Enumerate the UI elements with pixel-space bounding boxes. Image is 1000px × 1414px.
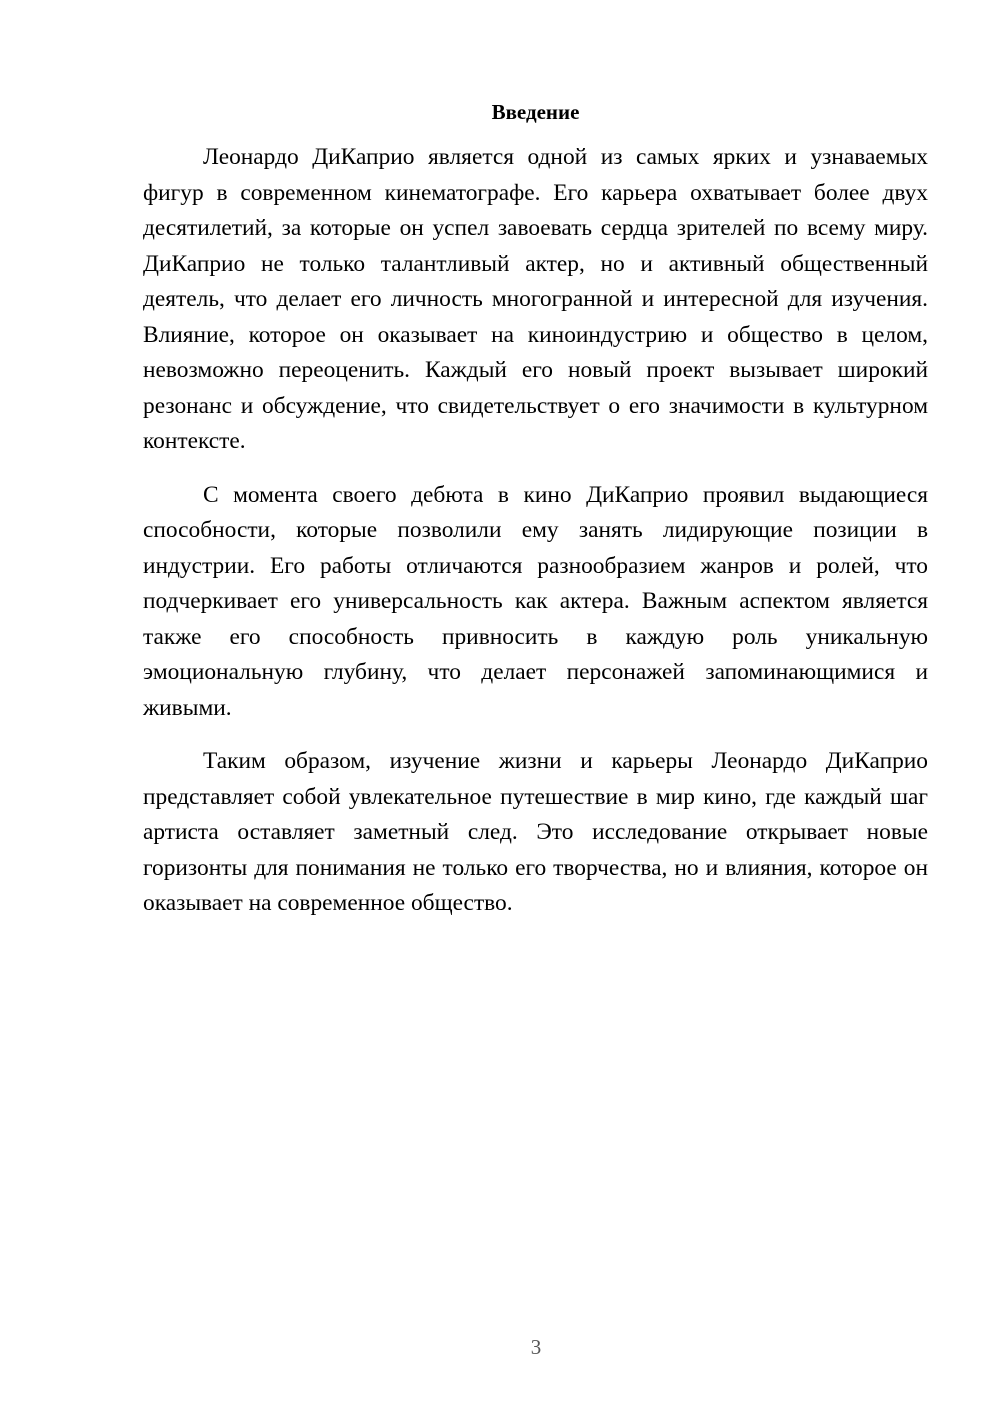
page-content [143,96,928,922]
section-heading: Введение [491,100,580,124]
page-number: 3 [530,1335,542,1359]
paragraph-2: С момента своего дебюта в кино ДиКаприо проявил выдающиеся способности, которые позволили ему занять лидирующие позиции в индустрии. Его работы отличаются разнообразием жанров и ролей, что подчеркивает его универсальность как актера. Важным аспектом является также его способность привносить в каждую роль уникальную эмоциональную глубину, что делает персонажей запоминающимися и живыми. [143,481,928,721]
paragraph-1: Леонардо ДиКаприо является одной из самых ярких и узнаваемых фигур в современном кинематографе. Его карьера охватывает более двух десятилетий, за которые он успел завоевать сердца зрителей по всему миру. ДиКаприо не только талантливый актер, но и активный общественный деятель, что делает его личность многогранной и интересной для изучения. Влияние, которое он оказывает на киноиндустрию и общество в целом, невозможно переоценить. Каждый его новый проект вызывает широкий резонанс и обсуждение, что свидетельствует о его значимости в культурном контексте. [143,144,928,454]
paragraph-3: Таким образом, изучение жизни и карьеры Леонардо ДиКаприо представляет собой увлекательное путешествие в мир кино, где каждый шаг артиста оставляет заметный след. Это исследование открывает новые горизонты для понимания не только его творчества, но и влияния, которое он оказывает на современное общество. [143,748,928,916]
